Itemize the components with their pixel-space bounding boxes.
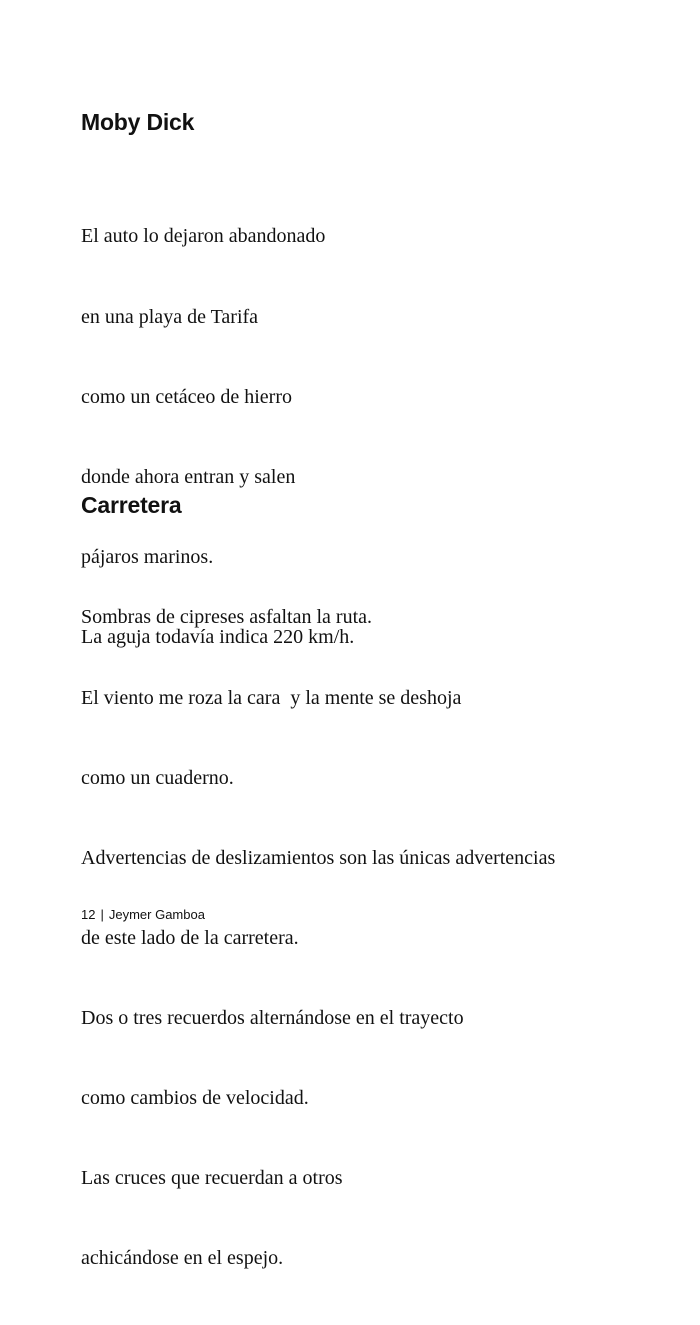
poem-title: Carretera [81,492,182,518]
poem-line: como un cuaderno. [81,766,234,789]
page-number: 12 [81,907,96,922]
poem-line: pájaros marinos. [81,545,214,568]
poem-line: donde ahora entran y salen [81,465,296,488]
poem-body [81,551,555,1325]
poem-line: El auto lo dejaron abandonado [81,225,326,248]
poem-line: como cambios de velocidad. [81,1087,309,1110]
poem-line: como un cetáceo de hierro [81,385,293,408]
poem-line: El viento me roza la cara y la mente se deshoja [81,686,462,709]
poem-line: Dos o tres recuerdos alternándose en el trayecto [81,1006,464,1029]
author-name: Jeymer Gamboa [108,907,205,922]
poem-line: de este lado de la carretera. [81,926,299,949]
poem-line: Las cruces que recuerdan a otros [81,1167,343,1190]
page-footer [81,907,205,923]
poem-line: Advertencias de deslizamientos son las únicas advertencias [81,846,556,869]
poem-line: Sombras de cipreses asfaltan la ruta. [81,606,373,629]
footer-separator: | [100,907,104,922]
poem-line: La aguja todavía indica 220 km/h. [81,625,355,648]
poem-title: Moby Dick [81,109,195,135]
poem-line: en una playa de Tarifa [81,305,259,328]
poem-line: achicándose en el espejo. [81,1247,284,1270]
